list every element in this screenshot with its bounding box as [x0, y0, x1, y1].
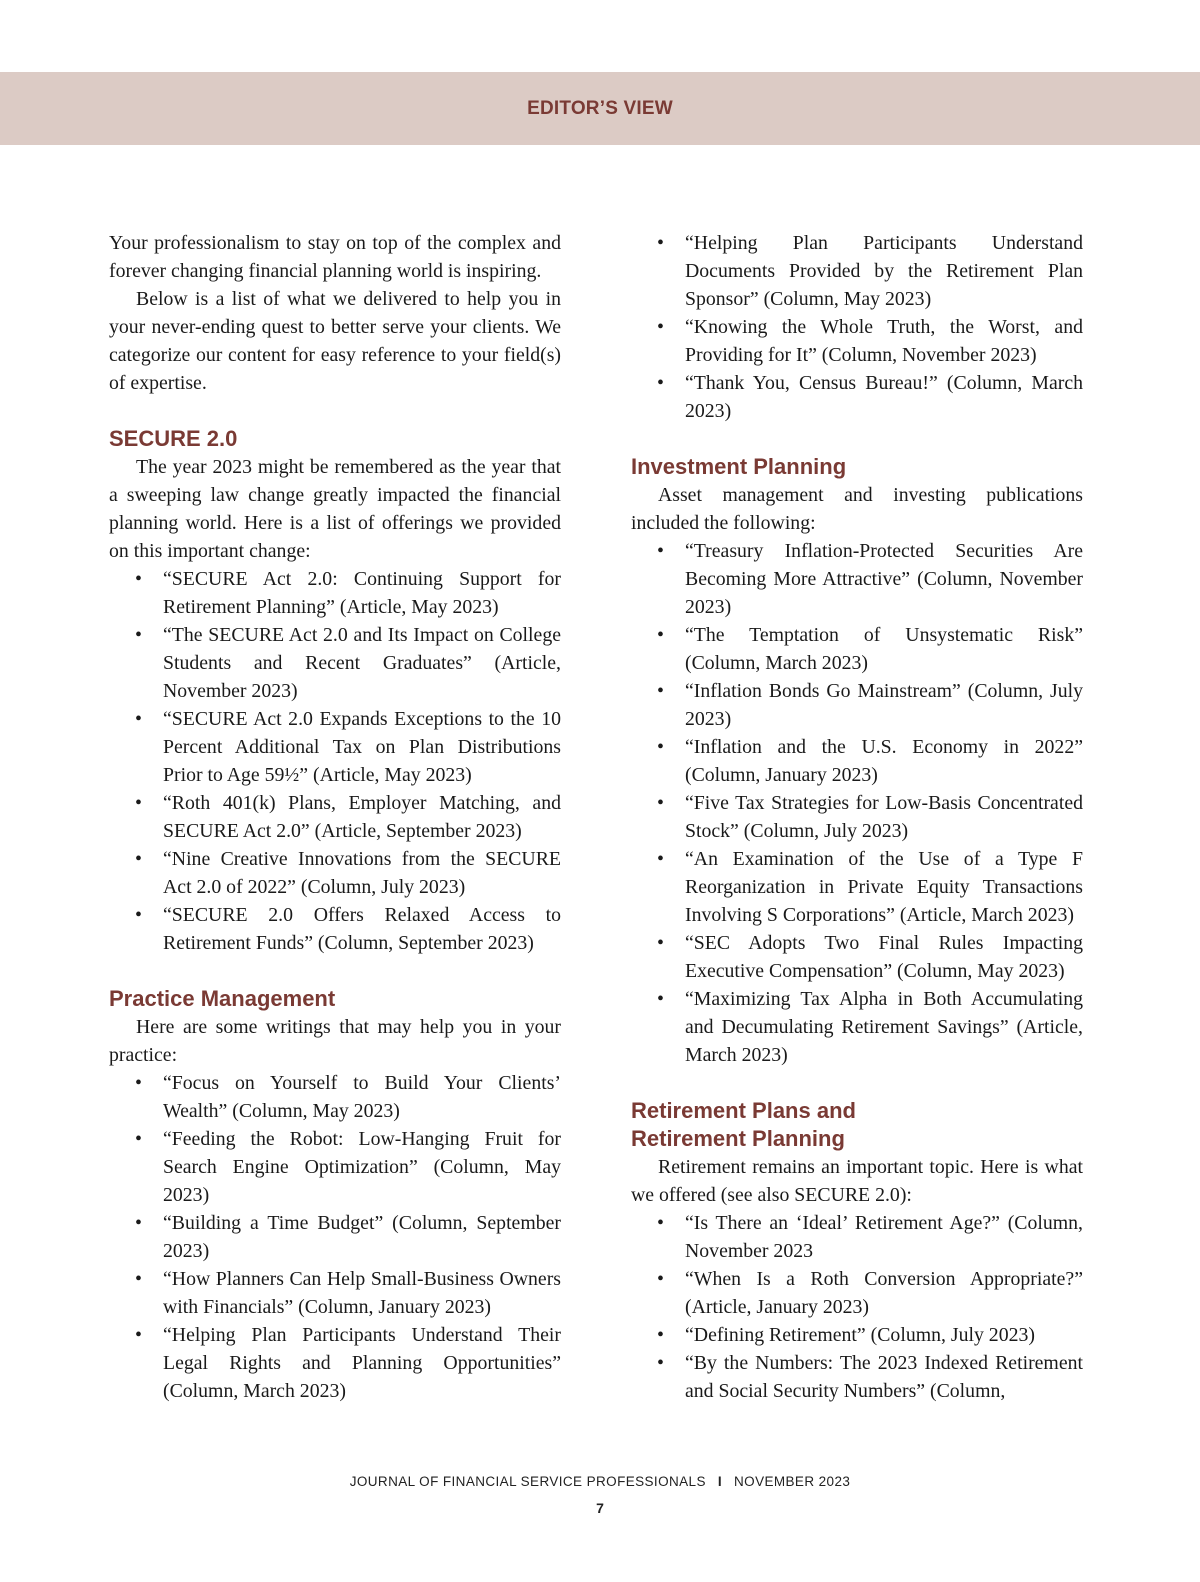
- bullet-icon: •: [657, 1268, 664, 1290]
- bullet-icon: •: [135, 624, 142, 646]
- section-intro: Asset management and investing publications included the following:: [631, 484, 1083, 534]
- section-intro: Retirement remains an important topic. Here is what we offered (see also SECURE 2.0):: [631, 1156, 1083, 1206]
- bullet-icon: •: [135, 904, 142, 926]
- bullet-icon: •: [135, 1212, 142, 1234]
- list-item: • “Defining Retirement” (Column, July 2023): [631, 1321, 1083, 1349]
- list-item: • “Treasury Inflation-Protected Securities Are Becoming More Attractive” (Column, November 2023): [631, 537, 1083, 621]
- investment-list: [631, 537, 1083, 1069]
- bullet-icon: •: [135, 708, 142, 730]
- list-item: • “Helping Plan Participants Understand Their Legal Rights and Planning Opportunities” (Column, March 2023): [109, 1321, 561, 1405]
- bullet-icon: •: [135, 1268, 142, 1290]
- bullet-icon: •: [657, 988, 664, 1010]
- list-item: • “Nine Creative Innovations from the SECURE Act 2.0 of 2022” (Column, July 2023): [109, 845, 561, 901]
- journal-name: JOURNAL OF FINANCIAL SERVICE PROFESSIONALS: [349, 1474, 706, 1489]
- list-item: • “Inflation and the U.S. Economy in 2022” (Column, January 2023): [631, 733, 1083, 789]
- bullet-icon: •: [657, 624, 664, 646]
- issue-date: NOVEMBER 2023: [734, 1474, 851, 1489]
- bullet-icon: •: [657, 316, 664, 338]
- list-item: • “Building a Time Budget” (Column, September 2023): [109, 1209, 561, 1265]
- intro-paragraph: Your professionalism to stay on top of the complex and forever changing financial planning world is inspiring.: [109, 232, 561, 282]
- page-number: 7: [596, 1500, 604, 1516]
- bullet-icon: •: [657, 540, 664, 562]
- right-column: [631, 229, 1083, 1405]
- list-item: • “When Is a Roth Conversion Appropriate?” (Article, January 2023): [631, 1265, 1083, 1321]
- footer-separator: I: [717, 1474, 723, 1489]
- list-item: • “Knowing the Whole Truth, the Worst, and Providing for It” (Column, November 2023): [631, 313, 1083, 369]
- bullet-icon: •: [657, 1212, 664, 1234]
- bullet-icon: •: [657, 792, 664, 814]
- bullet-icon: •: [135, 792, 142, 814]
- section-title: EDITOR’S VIEW: [527, 97, 673, 119]
- page-footer: [0, 1474, 1200, 1489]
- list-item: • “Helping Plan Participants Understand Documents Provided by the Retirement Plan Sponsor” (Column, May 2023): [631, 229, 1083, 313]
- list-item: • “SECURE Act 2.0: Continuing Support for Retirement Planning” (Article, May 2023): [109, 565, 561, 621]
- list-item: • “An Examination of the Use of a Type F Reorganization in Private Equity Transactions Involving S Corporations” (Article, March 2023): [631, 845, 1083, 929]
- list-item: • “Maximizing Tax Alpha in Both Accumulating and Decumulating Retirement Savings” (Article, March 2023): [631, 985, 1083, 1069]
- bullet-icon: •: [135, 1128, 142, 1150]
- bullet-icon: •: [657, 848, 664, 870]
- bullet-icon: •: [135, 848, 142, 870]
- section-heading-retirement: Retirement Plans and Retirement Planning: [631, 1098, 856, 1151]
- list-item: • “By the Numbers: The 2023 Indexed Retirement and Social Security Numbers” (Column,: [631, 1349, 1083, 1405]
- list-item: • “Feeding the Robot: Low-Hanging Fruit for Search Engine Optimization” (Column, May 2023): [109, 1125, 561, 1209]
- bullet-icon: •: [135, 1324, 142, 1346]
- section-heading-investment: Investment Planning: [631, 454, 847, 479]
- section-heading-practice: Practice Management: [109, 986, 336, 1011]
- list-item: • “SECURE Act 2.0 Expands Exceptions to the 10 Percent Additional Tax on Plan Distributions Prior to Age 59½” (Article, May 2023): [109, 705, 561, 789]
- intro-paragraph: Below is a list of what we delivered to help you in your never-ending quest to better serve your clients. We categorize our content for easy reference to your field(s) of expertise.: [109, 288, 561, 394]
- retirement-list: [631, 1209, 1083, 1405]
- list-item: • “Five Tax Strategies for Low-Basis Concentrated Stock” (Column, July 2023): [631, 789, 1083, 845]
- section-heading-secure: SECURE 2.0: [109, 426, 238, 451]
- list-item: • “The SECURE Act 2.0 and Its Impact on College Students and Recent Graduates” (Article, November 2023): [109, 621, 561, 705]
- bullet-icon: •: [135, 1072, 142, 1094]
- section-intro: Here are some writings that may help you in your practice:: [109, 1016, 561, 1066]
- list-item: • “Roth 401(k) Plans, Employer Matching, and SECURE Act 2.0” (Article, September 2023): [109, 789, 561, 845]
- list-item: • “How Planners Can Help Small-Business Owners with Financials” (Column, January 2023): [109, 1265, 561, 1321]
- left-column: [109, 229, 561, 1405]
- secure-list: [109, 565, 561, 957]
- bullet-icon: •: [657, 736, 664, 758]
- bullet-icon: •: [657, 232, 664, 254]
- bullet-icon: •: [657, 372, 664, 394]
- bullet-icon: •: [657, 932, 664, 954]
- list-item: • “Thank You, Census Bureau!” (Column, March 2023): [631, 369, 1083, 425]
- section-banner: [0, 72, 1200, 145]
- practice-list: [109, 1069, 561, 1405]
- bullet-icon: •: [657, 1324, 664, 1346]
- practice-list-continued: [631, 229, 1083, 425]
- list-item: • “Focus on Yourself to Build Your Clients’ Wealth” (Column, May 2023): [109, 1069, 561, 1125]
- list-item: • “The Temptation of Unsystematic Risk” (Column, March 2023): [631, 621, 1083, 677]
- section-intro: The year 2023 might be remembered as the year that a sweeping law change greatly impacted the financial planning world. Here is a list of offerings we provided on this important change:: [109, 456, 561, 562]
- list-item: • “Inflation Bonds Go Mainstream” (Column, July 2023): [631, 677, 1083, 733]
- bullet-icon: •: [135, 568, 142, 590]
- bullet-icon: •: [657, 1352, 664, 1374]
- list-item: • “Is There an ‘Ideal’ Retirement Age?” (Column, November 2023: [631, 1209, 1083, 1265]
- list-item: • “SEC Adopts Two Final Rules Impacting Executive Compensation” (Column, May 2023): [631, 929, 1083, 985]
- list-item: • “SECURE 2.0 Offers Relaxed Access to Retirement Funds” (Column, September 2023): [109, 901, 561, 957]
- bullet-icon: •: [657, 680, 664, 702]
